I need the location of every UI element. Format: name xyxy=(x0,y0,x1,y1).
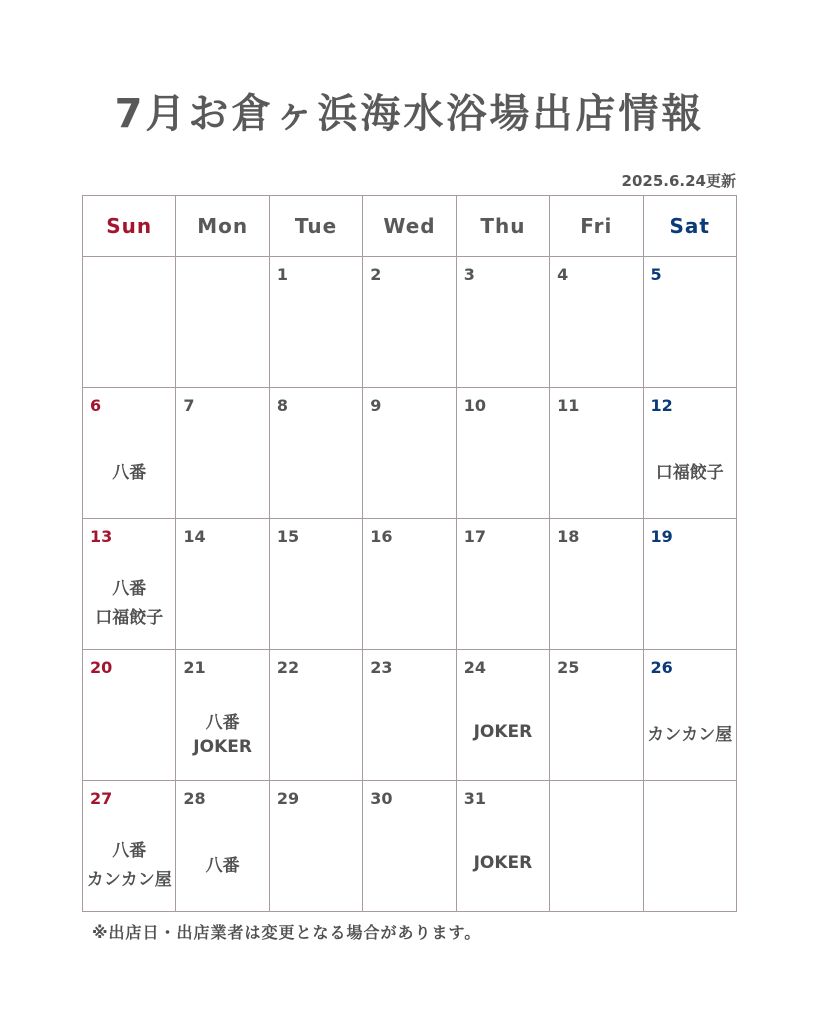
day-number: 21 xyxy=(183,658,206,677)
weekday-wed: Wed xyxy=(363,196,456,257)
day-cell xyxy=(176,257,269,388)
shop-list xyxy=(176,692,268,772)
day-cell xyxy=(269,650,362,781)
day-cell xyxy=(456,519,549,650)
day-number: 11 xyxy=(557,396,580,415)
day-cell xyxy=(269,257,362,388)
day-number: 23 xyxy=(370,658,393,677)
day-number: 15 xyxy=(276,527,300,546)
day-number: 14 xyxy=(183,527,206,546)
day-cell xyxy=(643,650,736,781)
day-cell xyxy=(363,519,456,650)
day-cell xyxy=(269,388,362,519)
day-number: 7 xyxy=(183,396,195,415)
week-row xyxy=(83,257,737,388)
shop-name: 八番 xyxy=(205,855,240,876)
day-number: 16 xyxy=(370,527,393,546)
shop-name: 八番 xyxy=(112,462,147,483)
day-cell xyxy=(643,781,736,912)
updated-date: 2025.6.24更新 xyxy=(621,172,736,190)
day-number: 12 xyxy=(650,396,673,415)
day-cell xyxy=(176,650,269,781)
day-cell xyxy=(363,257,456,388)
day-cell xyxy=(550,781,643,912)
shop-name: 口福餃子 xyxy=(655,462,724,483)
shop-name: 八番 xyxy=(112,841,147,861)
day-cell xyxy=(83,388,176,519)
shop-list xyxy=(83,561,175,641)
shop-list xyxy=(457,692,549,772)
day-cell xyxy=(550,519,643,650)
shop-name: JOKER xyxy=(473,722,533,742)
shop-list xyxy=(644,692,736,772)
day-cell xyxy=(176,519,269,650)
shop-list xyxy=(457,823,549,903)
day-cell xyxy=(456,257,549,388)
shop-list xyxy=(176,823,268,903)
day-number: 6 xyxy=(90,396,102,415)
week-row xyxy=(83,781,737,912)
day-number: 24 xyxy=(463,658,486,677)
day-number: 29 xyxy=(276,789,300,808)
shop-list xyxy=(83,823,175,903)
day-number: 18 xyxy=(557,527,580,546)
day-number: 26 xyxy=(650,658,673,677)
day-number: 2 xyxy=(370,265,382,284)
day-number: 19 xyxy=(650,527,673,546)
day-number: 9 xyxy=(370,396,382,415)
weekday-tue: Tue xyxy=(269,196,362,257)
shop-name: カンカン屋 xyxy=(647,724,733,745)
day-number: 28 xyxy=(183,789,206,808)
day-cell xyxy=(363,650,456,781)
day-number: 25 xyxy=(557,658,580,677)
shop-name: JOKER xyxy=(193,736,252,757)
day-number: 13 xyxy=(90,527,113,546)
day-number: 1 xyxy=(276,265,288,284)
day-number: 20 xyxy=(90,658,113,677)
weekday-mon: Mon xyxy=(176,196,269,257)
day-number: 10 xyxy=(463,396,486,415)
shop-name: 八番 xyxy=(205,712,240,733)
day-cell xyxy=(550,388,643,519)
weekday-thu: Thu xyxy=(456,196,549,257)
calendar-table xyxy=(82,195,737,912)
day-cell xyxy=(643,388,736,519)
day-cell xyxy=(269,519,362,650)
shop-name: 口福餃子 xyxy=(95,608,164,628)
day-number: 8 xyxy=(276,396,288,415)
day-number: 5 xyxy=(650,265,662,284)
day-number: 30 xyxy=(370,789,393,808)
day-number: 31 xyxy=(463,789,486,808)
day-cell xyxy=(83,781,176,912)
day-cell xyxy=(550,650,643,781)
shop-list xyxy=(644,430,736,510)
shop-name: 八番 xyxy=(112,579,147,599)
shop-name: JOKER xyxy=(473,853,533,873)
week-row xyxy=(83,388,737,519)
day-cell xyxy=(456,388,549,519)
week-row xyxy=(83,519,737,650)
day-cell xyxy=(176,388,269,519)
day-cell xyxy=(550,257,643,388)
day-cell xyxy=(456,781,549,912)
day-cell xyxy=(643,257,736,388)
shop-name: カンカン屋 xyxy=(86,870,172,890)
weekday-fri: Fri xyxy=(550,196,643,257)
day-cell xyxy=(83,650,176,781)
day-number: 17 xyxy=(463,527,486,546)
weekday-sat: Sat xyxy=(643,196,736,257)
day-number: 22 xyxy=(276,658,300,677)
weekday-sun: Sun xyxy=(83,196,176,257)
day-cell xyxy=(269,781,362,912)
weekday-header-row xyxy=(83,196,737,257)
day-cell xyxy=(83,519,176,650)
day-number: 3 xyxy=(463,265,475,284)
day-cell xyxy=(176,781,269,912)
day-cell xyxy=(456,650,549,781)
day-cell xyxy=(363,388,456,519)
day-number: 4 xyxy=(557,265,569,284)
day-cell xyxy=(363,781,456,912)
disclaimer-note: ※出店日・出店業者は変更となる場合があります。 xyxy=(92,923,482,942)
shop-list xyxy=(83,430,175,510)
page-title: 7月お倉ヶ浜海水浴場出店情報 xyxy=(114,91,705,137)
day-cell xyxy=(83,257,176,388)
day-cell xyxy=(643,519,736,650)
week-row xyxy=(83,650,737,781)
day-number: 27 xyxy=(90,789,113,808)
